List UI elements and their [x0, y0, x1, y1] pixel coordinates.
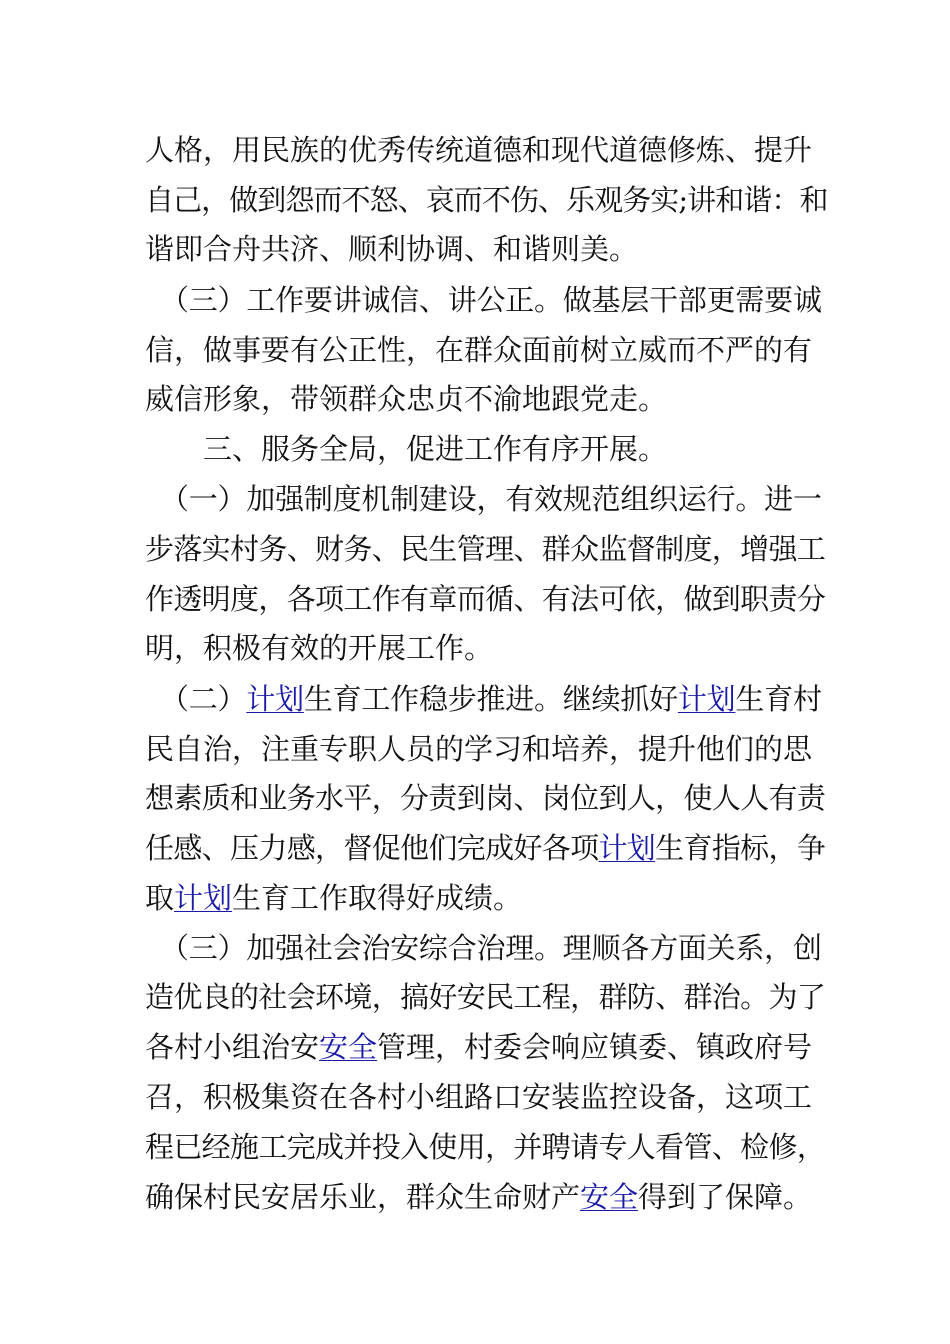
text-line — [145, 1127, 950, 1167]
text-run: 管理，村委会响应镇委、镇政府号 — [377, 1030, 813, 1064]
text-run: 明，积极有效的开展工作。 — [145, 631, 494, 665]
keyword-link[interactable]: 计划 — [246, 682, 304, 716]
text-line — [145, 778, 950, 818]
section-heading — [203, 429, 950, 469]
text-run: 各村小组治安 — [145, 1030, 320, 1064]
text-run: 谐即合舟共济、顺利协调、和谐则美。 — [145, 232, 639, 266]
text-line — [145, 1077, 950, 1117]
text-line — [160, 928, 950, 968]
text-run: 作透明度，各项工作有章而循、有法可依，做到职责分 — [145, 582, 826, 616]
text-run: （一）加强制度机制建设，有效规范组织运行。进一 — [160, 482, 822, 516]
text-run: 造优良的社会环境，搞好安民工程，群防、群治。为了 — [145, 980, 826, 1014]
text-line — [145, 1177, 950, 1217]
text-line — [145, 729, 950, 769]
text-line — [145, 330, 950, 370]
text-run: 自己，做到怨而不怒、哀而不伤、乐观务实;讲和谐：和 — [145, 183, 828, 217]
text-run: （三）加强社会治安综合治理。理顺各方面关系，创 — [160, 931, 822, 965]
text-line — [145, 828, 950, 868]
text-run: 程已经施工完成并投入使用，并聘请专人看管、检修， — [145, 1130, 826, 1164]
text-line — [145, 1027, 950, 1067]
text-run: 威信形象，带领群众忠贞不渝地跟党走。 — [145, 382, 668, 416]
text-run: 生育工作取得好成绩。 — [232, 881, 523, 915]
text-line — [145, 379, 950, 419]
keyword-link[interactable]: 安全 — [319, 1030, 378, 1064]
text-run: 信，做事要有公正性，在群众面前树立威而不严的有 — [145, 333, 813, 367]
text-run: 取 — [145, 881, 175, 915]
text-line — [145, 529, 950, 569]
text-line — [145, 130, 950, 170]
keyword-link[interactable]: 安全 — [580, 1180, 639, 1214]
text-run: 生育指标，争 — [655, 831, 826, 865]
text-run: 步落实村务、财务、民生管理、群众监督制度，增强工 — [145, 532, 826, 566]
text-run: 人格，用民族的优秀传统道德和现代道德修炼、提升 — [145, 133, 813, 167]
text-run: （三）工作要讲诚信、讲公正。做基层干部更需要诚 — [160, 283, 822, 317]
text-line — [145, 229, 950, 269]
keyword-link[interactable]: 计划 — [677, 682, 736, 716]
text-run: （二） — [160, 682, 247, 716]
keyword-link[interactable]: 计划 — [174, 881, 233, 915]
text-run: 召，积极集资在各村小组路口安装监控设备，这项工 — [145, 1080, 813, 1114]
text-run: 民自治，注重专职人员的学习和培养，提升他们的思 — [145, 732, 813, 766]
text-line — [160, 280, 950, 320]
text-line — [145, 878, 950, 918]
text-run: 得到了保障。 — [638, 1180, 813, 1214]
text-run: 生育村 — [735, 682, 822, 716]
text-line — [145, 628, 950, 668]
text-line — [160, 479, 950, 519]
text-run: 生育工作稳步推进。继续抓好 — [303, 682, 678, 716]
text-line — [145, 180, 950, 220]
text-run: 确保村民安居乐业，群众生命财产 — [145, 1180, 581, 1214]
text-run: 想素质和业务水平，分责到岗、岗位到人，使人人有责 — [145, 781, 826, 815]
text-run: 三、服务全局，促进工作有序开展。 — [203, 432, 668, 466]
text-line — [160, 679, 950, 719]
text-line — [145, 977, 950, 1017]
keyword-link[interactable]: 计划 — [598, 831, 656, 865]
text-run: 任感、压力感，督促他们完成好各项 — [145, 831, 599, 865]
text-line — [145, 579, 950, 619]
